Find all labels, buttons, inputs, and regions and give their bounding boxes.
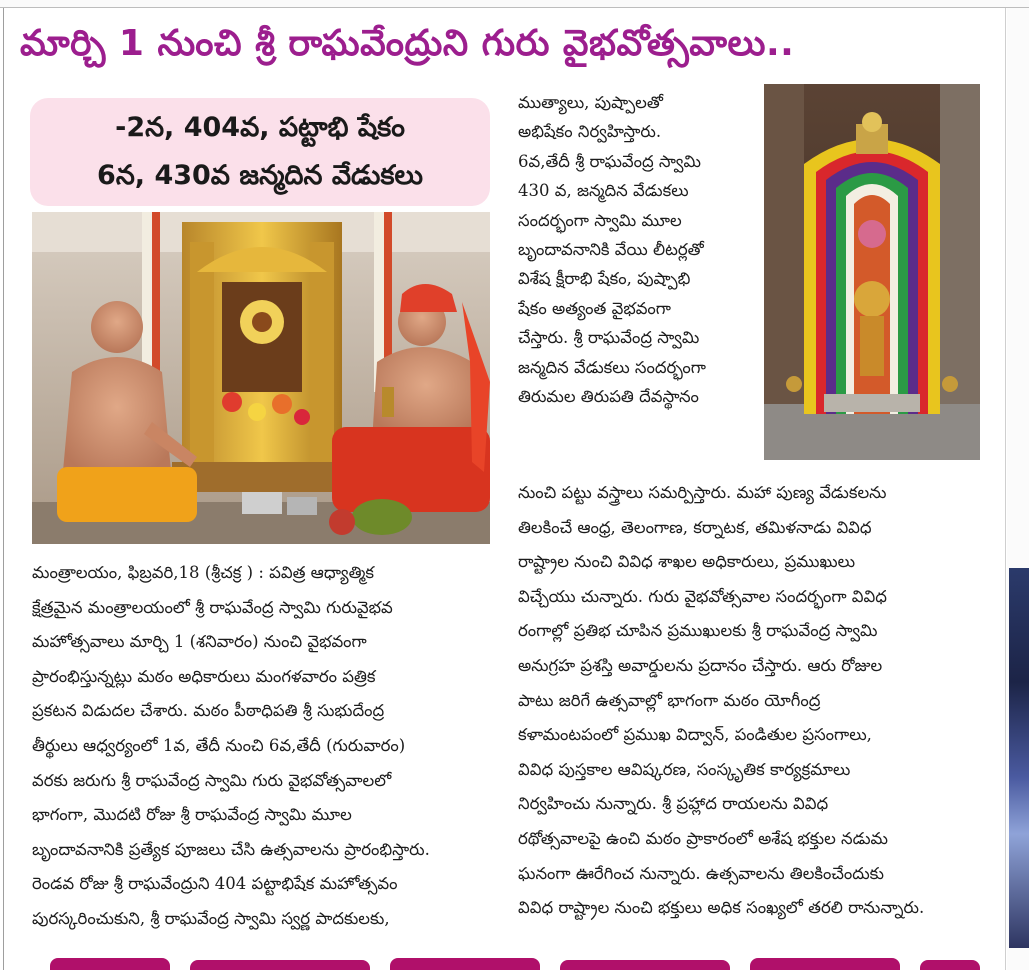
article-line: వివిధ పుస్తకాల ఆవిష్కరణ, సంస్కృతిక కార్యక్రమాలు [518, 759, 851, 779]
pooja-ceremony-photo [32, 212, 490, 544]
subheadline-box [30, 98, 490, 206]
article-right-narrow-column [518, 88, 758, 411]
article-line: రెండవ రోజు శ్రీ రాఘవేంద్రుని 404 పట్టాభిషేక మహోత్సవం [32, 874, 398, 894]
article-line: తీర్థులు ఆధ్వర్యంలో 1వ, తేదీ నుంచి 6వ,తేదీ (గురువారం) [32, 735, 406, 755]
article-line: వివిధ రాష్ట్రాల నుంచి భక్తులు అధిక సంఖ్యలో తరలి రానున్నారు. [518, 898, 925, 918]
article-line: వరకు జరుగు శ్రీ రాఘవేంద్ర స్వామి గురు వైభవోత్సవాలలో [32, 770, 392, 790]
article-line: క్షేత్రమైన మంత్రాలయంలో శ్రీ రాఘవేంద్ర స్వామి గురువైభవ [32, 597, 393, 617]
article-line: తిరుమల తిరుపతి దేవస్థానం [518, 387, 699, 407]
next-article-headline-cropped [40, 942, 1000, 970]
article-line: తిలకించే ఆంధ్ర, తెలంగాణ, కర్నాటక, తమిళనాడు వివిధ [518, 517, 872, 537]
article-line: ముత్యాలు, పుష్పాలతో [518, 93, 663, 112]
article-line: అనుగ్రహ ప్రశస్తి అవార్డులను ప్రదానం చేస్తారు. ఆరు రోజుల [518, 655, 883, 675]
article-line: బృందావనానికి ప్రత్యేక పూజలు చేసి ఉత్సవాలను ప్రారంభిస్తారు. [32, 839, 430, 859]
article-left-column [32, 556, 490, 937]
article-line: రాష్ట్రాల నుంచి వివిధ శాఖల అధికారులు, ప్రముఖులు [518, 552, 856, 572]
page-left-border [3, 8, 4, 970]
article-right-wide-column [518, 476, 982, 926]
article-line: మంత్రాలయం, ఫిబ్రవరి,18 (శ్రీచక్ర ) : పవిత్ర ఆధ్యాత్మిక [32, 563, 375, 582]
article-line: ప్రకటన విడుదల చేశారు. మఠం పీఠాధిపతి శ్రీ సుభుదేంద్ర [32, 701, 385, 721]
subheadline-line-2: 6న, 430వ జన్మదిన వేడుకలు [97, 160, 423, 191]
article-line: 430 వ, జన్మదిన వేడుకలు [518, 181, 689, 201]
article-headline: మార్చి 1 నుంచి శ్రీ రాఘవేంద్రుని గురు వైభవోత్సవాలు.. [20, 23, 795, 64]
article-line: 6వ,తేదీ శ్రీ రాఘవేంద్ర స్వామి [518, 151, 701, 171]
page-right-border [1005, 8, 1006, 970]
article-line: జన్మదిన వేడుకలు సందర్భంగా [518, 357, 706, 377]
article-line: రంగాల్లో ప్రతిభ చూపిన ప్రముఖులకు శ్రీ రాఘవేంద్ర స్వామి [518, 621, 878, 641]
article-line: విశేష క్షీరాభి షేకం, పుష్పాభి [518, 269, 691, 289]
article-line: సందర్భంగా స్వామి మూల [518, 210, 682, 230]
article-line: రథోత్సవాలపై ఉంచి మఠం ప్రాకారంలో అశేష భక్తుల నడుమ [518, 828, 888, 848]
article-line: నుంచి పట్టు వస్త్రాలు సమర్పిస్తారు. మహా పుణ్య వేడుకలను [518, 483, 887, 502]
article-line: అభిషేకం నిర్వహిస్తారు. [518, 122, 662, 142]
subheadline-line-1: -2న, 404వ, పట్టాభి షేకం [115, 112, 405, 143]
article-line: పాటు జరిగే ఉత్సవాల్లో భాగంగా మఠం యోగీంద్ర [518, 690, 821, 710]
article-line: కళామంటపంలో ప్రముఖ విద్వాన్, పండితుల ప్రసంగాలు, [518, 725, 872, 745]
adjacent-column-edge [1007, 8, 1029, 970]
article-line: పురస్కరించుకుని, శ్రీ రాఘవేంద్ర స్వామి స్వర్ణ పాదకులకు, [32, 908, 390, 928]
article-line: బృందావనానికి వేయి లీటర్లతో [518, 240, 704, 260]
article-line: షేకం అత్యంత వైభవంగా [518, 298, 671, 318]
brindavana-flower-decoration-photo [764, 84, 980, 460]
article-line: మహోత్సవాలు మార్చి 1 (శనివారం) నుంచి వైభవంగా [32, 632, 367, 652]
article-line: ప్రారంభిస్తున్నట్లు మఠం అధికారులు మంగళవారం పత్రిక [32, 666, 376, 686]
article-line: భాగంగా, మొదటి రోజు శ్రీ రాఘవేంద్ర స్వామి మూల [32, 805, 352, 825]
article-line: ఘనంగా ఊరేగించ నున్నారు. ఉత్సవాలను తిలకించేందుకు [518, 863, 884, 883]
adjacent-photo-edge [1009, 568, 1029, 948]
article-line: నిర్వహించు నున్నారు. శ్రీ ప్రహ్లాద రాయలను వివిధ [518, 794, 829, 814]
article-line: విచ్చేయు చున్నారు. గురు వైభవోత్సవాల సందర్భంగా వివిధ [518, 586, 887, 606]
page-top-strip [0, 0, 1029, 8]
article-line: చేస్తారు. శ్రీ రాఘవేంద్ర స్వామి [518, 328, 700, 348]
